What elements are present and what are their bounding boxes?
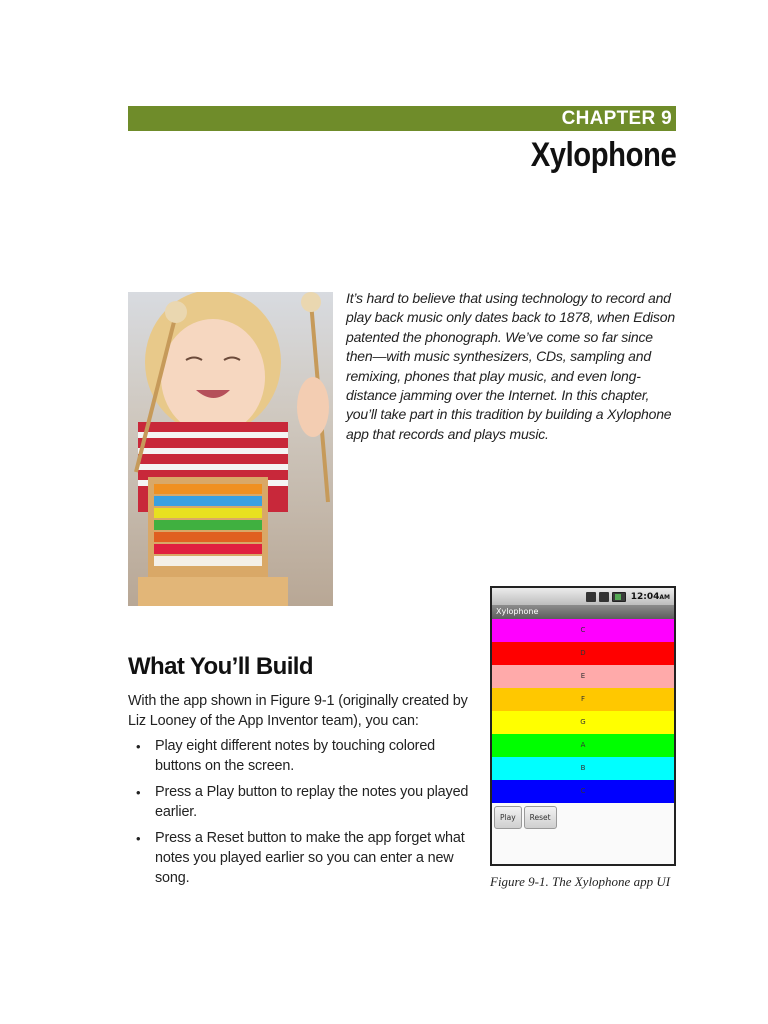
section-paragraph: With the app shown in Figure 9-1 (originally created by Liz Looney of the App Inventor team), you can: bbox=[128, 693, 468, 729]
note-key-f[interactable]: F bbox=[492, 688, 674, 711]
battery-icon bbox=[612, 592, 626, 602]
chapter-label: CHAPTER 9 bbox=[561, 108, 672, 129]
notification-icon bbox=[586, 592, 596, 602]
play-button[interactable]: Play bbox=[494, 806, 522, 829]
note-key-g[interactable]: G bbox=[492, 711, 674, 734]
xylophone-keys bbox=[492, 619, 674, 803]
chapter-label-bar bbox=[128, 106, 676, 131]
status-time: 12:04AM bbox=[630, 591, 670, 602]
note-key-a[interactable]: A bbox=[492, 734, 674, 757]
reset-button[interactable]: Reset bbox=[524, 806, 557, 829]
note-key-d[interactable]: D bbox=[492, 642, 674, 665]
app-title-bar: Xylophone bbox=[492, 605, 674, 619]
chapter-title: Xylophone bbox=[530, 136, 676, 174]
list-item: • Press a Play button to replay the notes you played earlier. bbox=[128, 783, 478, 822]
section-heading: What You’ll Build bbox=[128, 653, 313, 680]
child-xylophone-photo bbox=[128, 292, 333, 606]
photo-illustration bbox=[128, 292, 333, 606]
note-key-high-c[interactable]: C bbox=[492, 780, 674, 803]
note-key-e[interactable]: E bbox=[492, 665, 674, 688]
list-item: • Play eight different notes by touching colored buttons on the screen. bbox=[128, 737, 478, 776]
note-key-c[interactable]: C bbox=[492, 619, 674, 642]
figure-caption: Figure 9-1. The Xylophone app UI bbox=[490, 874, 671, 889]
status-bar bbox=[492, 588, 674, 605]
phone-button-row bbox=[492, 803, 674, 829]
intro-paragraph: It’s hard to believe that using technology to record and play back music only dates back to 1878, when Edison patented the phonograph. We’ve come so far since then—with music synthesizers, CDs, sampling and remixing, phones that play music, and even long-distance jamming over the Internet. In this chapter, you’ll take part in this tradition by building a Xylophone app that records and plays music. bbox=[346, 290, 675, 442]
signal-icon bbox=[599, 592, 609, 602]
note-key-b[interactable]: B bbox=[492, 757, 674, 780]
feature-list bbox=[128, 737, 478, 895]
list-item: • Press a Reset button to make the app forget what notes you played earlier so you can enter a new song. bbox=[128, 829, 478, 888]
phone-screenshot bbox=[490, 586, 676, 866]
